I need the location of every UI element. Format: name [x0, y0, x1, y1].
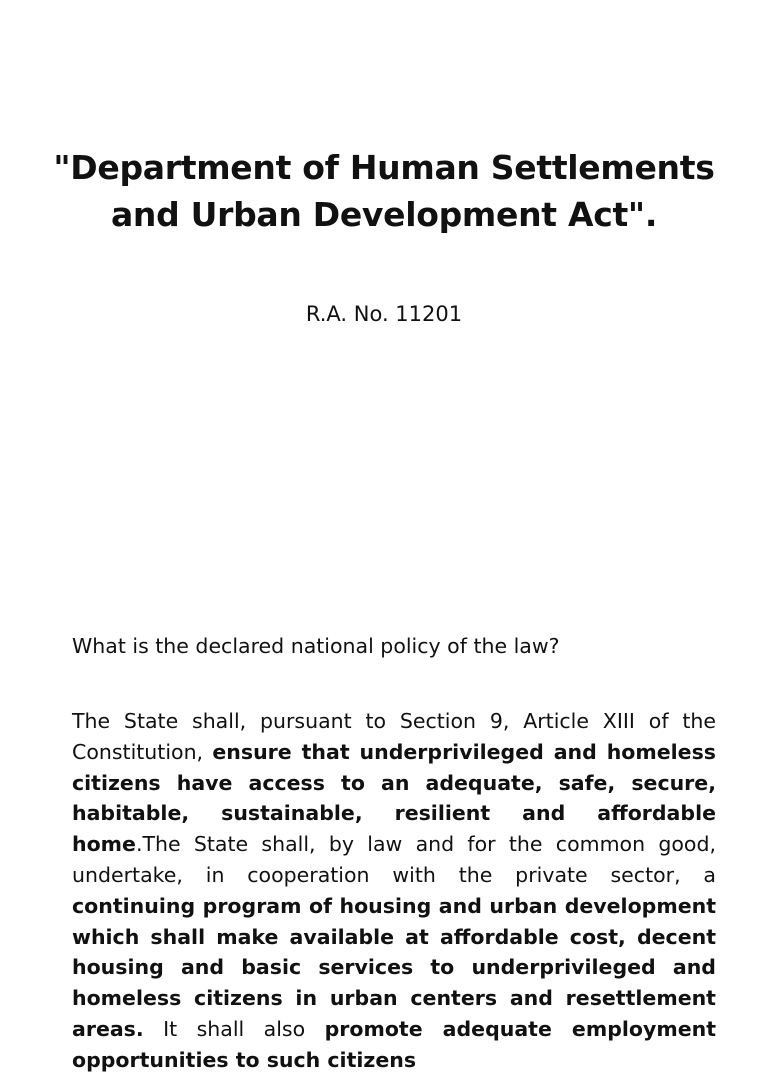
answer-emphasis-2: continuing program of housing and urban development which shall make available at affordable cost, decent housing and basic services to underprivileged and homeless citizens in urban centers and resettlement areas. [72, 893, 716, 1041]
answer-emphasis-3: promote adequate employment opportunities to such citizens [72, 1016, 716, 1072]
answer-emphasis-1: ensure that underprivileged and homeless citizens have access to an adequate, safe, secure, habitable, sustainable, resilient and affordable home [72, 739, 716, 857]
answer-text-1: The State shall, pursuant to Section 9, Article XIII of the Constitution, [72, 709, 716, 764]
document-subtitle: R.A. No. 11201 [305, 302, 463, 326]
answer-paragraph [72, 706, 716, 1076]
question-text: What is the declared national policy of the law? [72, 634, 560, 658]
answer-text-3: It shall also [143, 1016, 325, 1041]
answer-text-2: .The State shall, by law and for the common good, undertake, in cooperation with the private sector, a [72, 832, 716, 887]
document-title: "Department of Human Settlements and Urban Development Act". [53, 148, 715, 234]
